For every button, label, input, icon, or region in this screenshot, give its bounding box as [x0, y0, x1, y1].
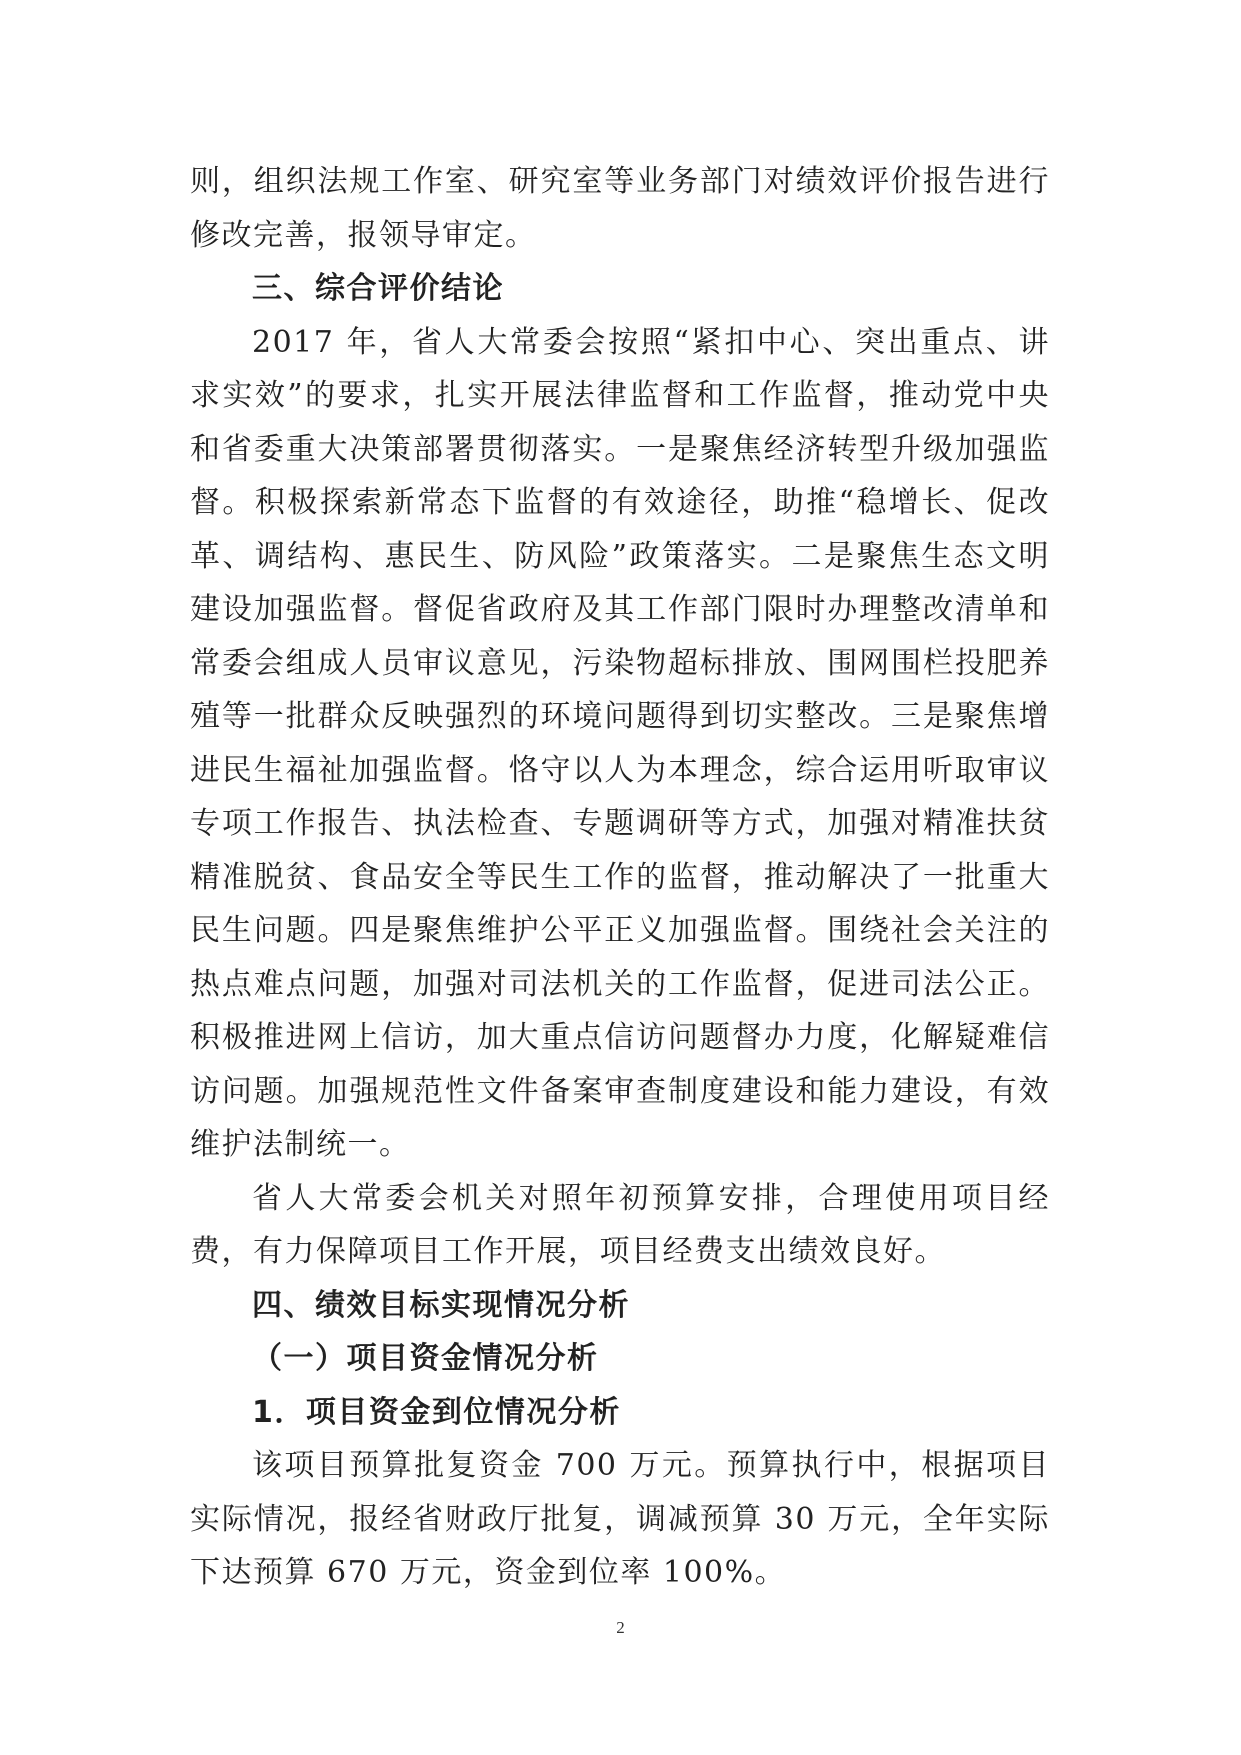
document-body: [190, 155, 1050, 1600]
paragraph-funding-availability: 该项目预算批复资金 700 万元。预算执行中，根据项目实际情况，报经省财政厅批复，调减预算 30 万元，全年实际下达预算 670 万元，资金到位率 100%。: [190, 1448, 1050, 1590]
subsection-heading-4-1-1: 1．项目资金到位情况分析: [252, 1394, 621, 1430]
paragraph-budget-performance: 省人大常委会机关对照年初预算安排，合理使用项目经费，有力保障项目工作开展，项目经费支出绩效良好。: [190, 1180, 1050, 1269]
section-heading-4: 四、绩效目标实现情况分析: [252, 1287, 630, 1323]
section-heading-3: 三、综合评价结论: [252, 271, 504, 306]
subsection-heading-4-1: （一）项目资金情况分析: [252, 1341, 599, 1376]
page-number: 2: [616, 1618, 625, 1637]
paragraph-evaluation-conclusion: 2017 年，省人大常委会按照“紧扣中心、突出重点、讲求实效”的要求，扎实开展法律监督和工作监督，推动党中央和省委重大决策部署贯彻落实。一是聚焦经济转型升级加强监督。积极探索新常态下监督的有效途径，助推“稳增长、促改革、调结构、惠民生、防风险”政策落实。二是聚焦生态文明建设加强监督。督促省政府及其工作部门限时办理整改清单和常委会组成人员审议意见，污染物超标排放、围网围栏投肥养殖等一批群众反映强烈的环境问题得到切实整改。三是聚焦增进民生福祉加强监督。恪守以人为本理念，综合运用听取审议专项工作报告、执法检查、专题调研等方式，加强对精准扶贫精准脱贫、食品安全等民生工作的监督，推动解决了一批重大民生问题。四是聚焦维护公平正义加强监督。围绕社会关注的热点难点问题，加强对司法机关的工作监督，促进司法公正。积极推进网上信访，加大重点信访问题督办力度，化解疑难信访问题。加强规范性文件备案审查制度建设和能力建设，有效维护法制统一。: [190, 324, 1050, 1162]
paragraph-continuation: 则，组织法规工作室、研究室等业务部门对绩效评价报告进行修改完善，报领导审定。: [190, 164, 1050, 253]
